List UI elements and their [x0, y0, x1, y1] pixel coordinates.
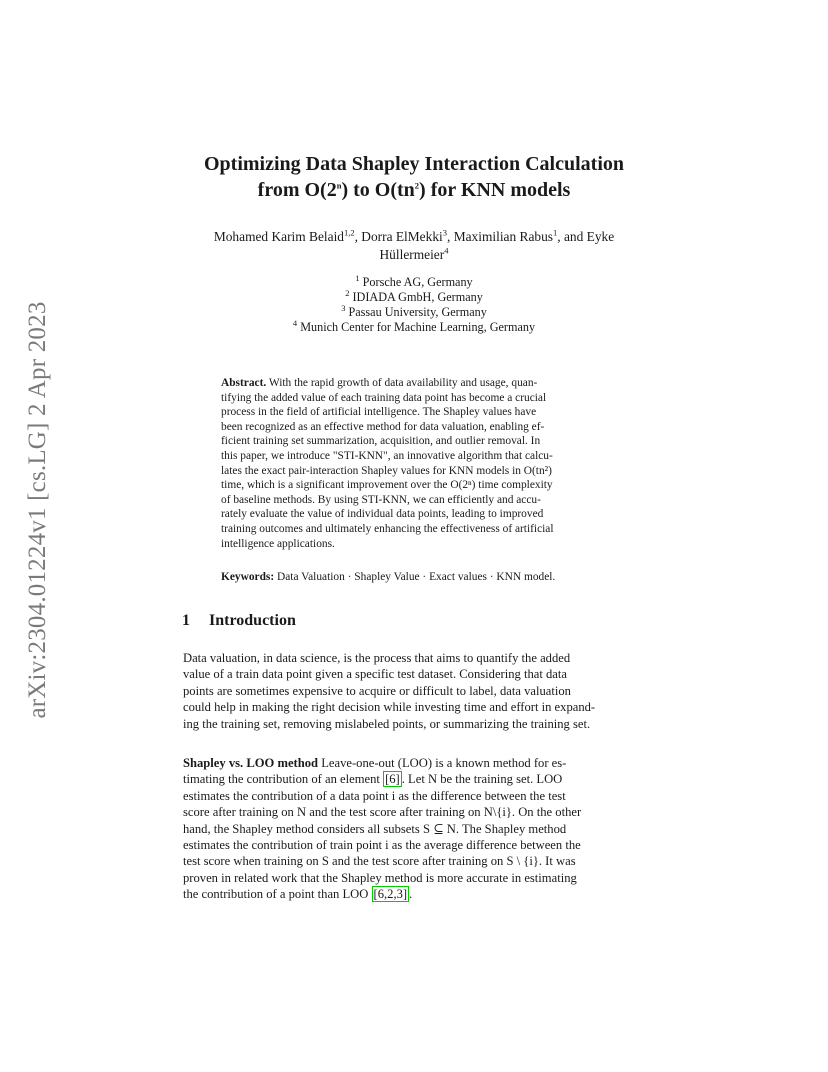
author-list: Mohamed Karim Belaid$^{1,2}$, Dorra ElMekki$^3$, Maximilian Rabus$^1$, and Eyke Hüllermeier$^4$ [213, 227, 615, 262]
affiliation: $^2$ IDIADA GmbH, Germany [345, 287, 483, 304]
affiliation: $^4$ Munich Center for Machine Learning, Germany [292, 317, 536, 334]
keywords-text: Data Valuation · Shapley Value · Exact values · KNN model. [277, 571, 556, 583]
affiliation-list [214, 272, 614, 335]
citation-link[interactable]: [6] [385, 772, 400, 787]
section-heading [182, 612, 296, 630]
paragraph-heading: Shapley vs. LOO method [183, 756, 319, 770]
abstract-label: Abstract. [221, 377, 267, 389]
intro-paragraph: Data valuation, in data science, is the process that aims to quantify the added value of a train data point given a specific test dataset. Considering that data points are sometimes expensive to acquire or difficult to label, data valuation could help in making the right decision while investing time and effort in expand- ing the training set, removing mislabeled points, or summarizing the training set. [183, 651, 596, 731]
citation-link[interactable]: [6,2,3] [373, 887, 408, 902]
affiliation: $^1$ Porsche AG, Germany [355, 272, 473, 289]
paper-title [120, 151, 708, 203]
arxiv-stamp: arXiv:2304.01224v1 [cs.LG] 2 Apr 2023 [24, 301, 51, 719]
title-line-2: from O(2$^n$) to $O(tn^2)$ for KNN models [257, 179, 571, 201]
title-line-1: Optimizing Data Shapley Interaction Calculation [203, 153, 624, 175]
abstract: Abstract. With the rapid growth of data availability and usage, quan- tifying the added value of each training data point has become a crucial process in the field of artificial intelligence. The Shapley values have been recognized as an effective method for data valuation, enabling ef- ficient training set summarization, acquisition, and outlier removal. In this paper, we introduce "STI-KNN", an innovative algorithm that calcu- lates the exact pair-interaction Shapley values for KNN models in O(tn²) time, which is a significant improvement over the O(2ⁿ) time complexity of baseline methods. By using STI-KNN, we can efficiently and accu- rately evaluate the value of individual data points, leading to improved training outcomes and ultimately enhancing the effectiveness of artificial intelligence applications. [221, 377, 554, 550]
keywords [221, 570, 621, 585]
affiliation: $^3$ Passau University, Germany [341, 302, 487, 319]
shapley-paragraph: Shapley vs. LOO method Leave-one-out (LOO) is a known method for es- timating the contribution of an element [6] . Let N be the training set. LOO estimates the contribution of a data point i as the difference between the test score after training on N and the test score after training on N\{i}. On the other hand, the Shapley method considers all subsets S ⊆ N. The Shapley method estimates the contribution of train point i as the average difference between the test score when training on S and the test score after training on S \ {i}. It was proven in related work that the Shapley method is more accurate in estimating the contribution of a point than LOO [6,2,3] . [183, 756, 582, 902]
keywords-label: Keywords: [221, 571, 275, 583]
section-number: 1 [182, 612, 190, 629]
section-title: Introduction [209, 612, 296, 629]
